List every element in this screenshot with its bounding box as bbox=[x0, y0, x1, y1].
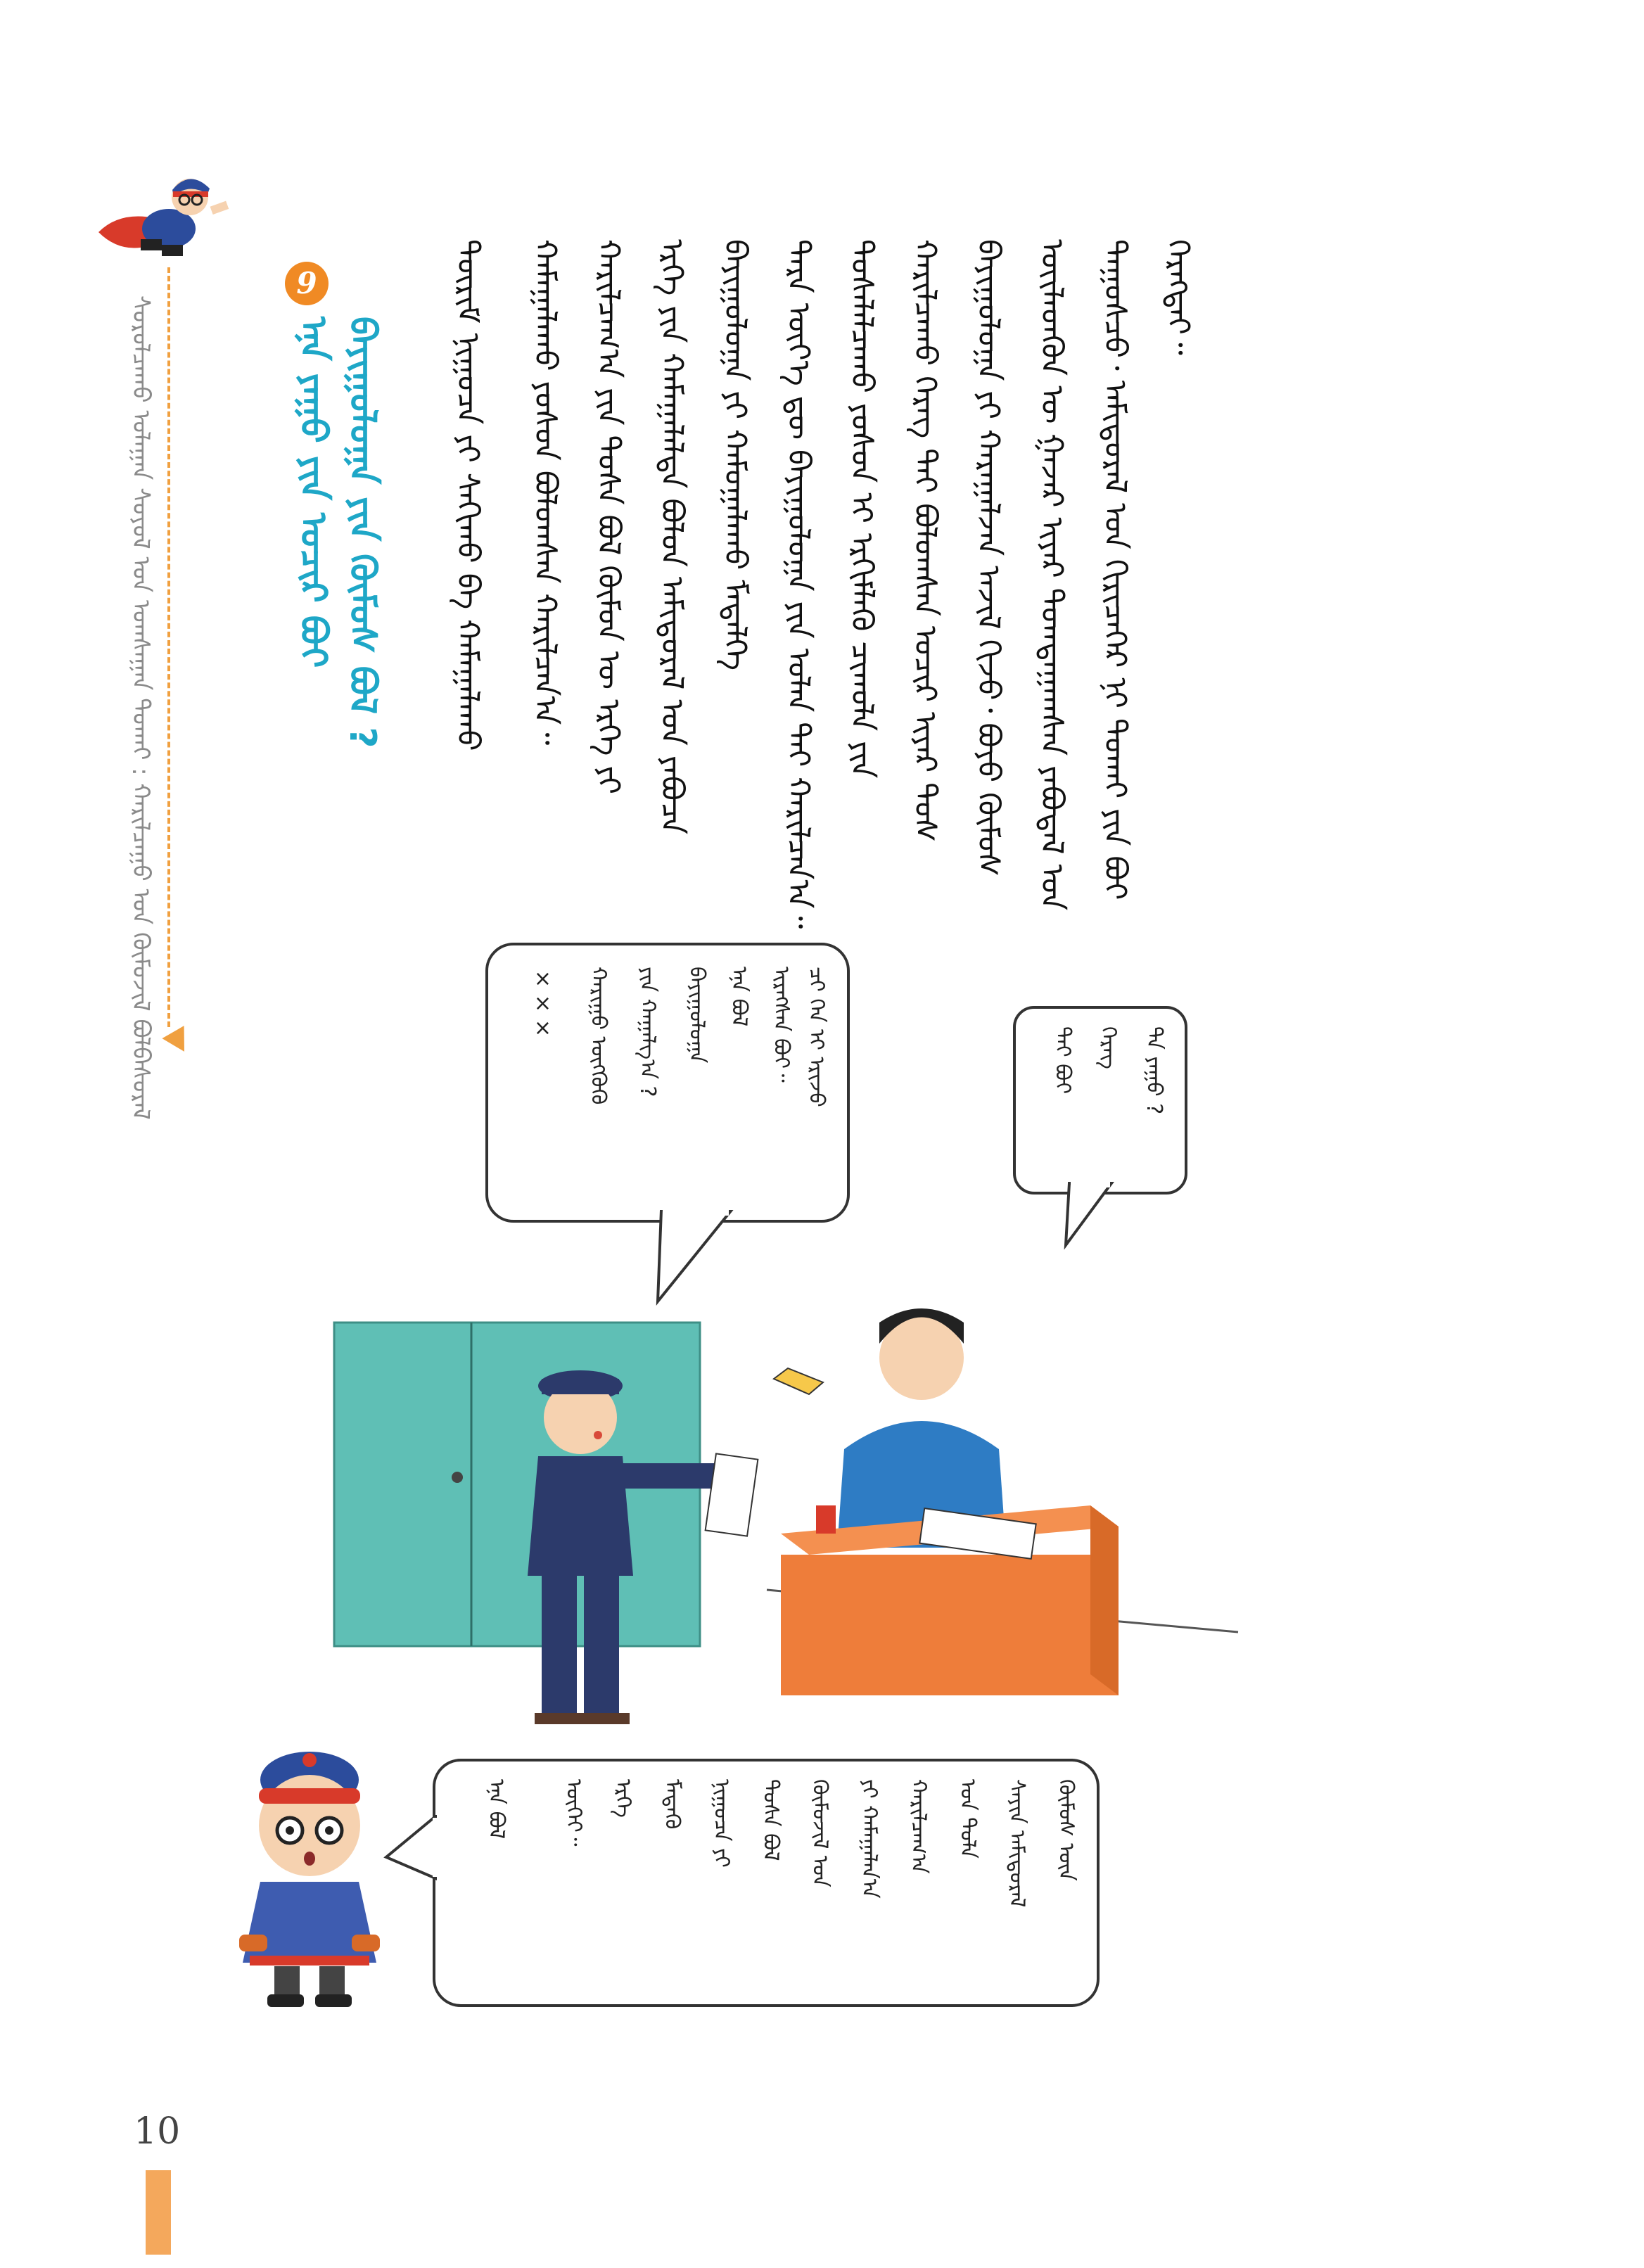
question-number-badge: 9 bbox=[285, 262, 329, 305]
clerk-bubble-tail bbox=[1055, 1182, 1140, 1259]
bubble-text: ᠲᠠ ᠶᠠᠭᠤ ? bbox=[1142, 1026, 1166, 1115]
bubble-text: ᠬᠦᠮᠦᠰ ᠦᠨ bbox=[1054, 1779, 1078, 1881]
header-divider bbox=[167, 267, 170, 1027]
bubble-text: ᠢᠷᠡᠭᠰᠡᠨ ᠪᠤᠢ᠃ bbox=[769, 967, 794, 1083]
bubble-text: ᠡᠨᠡ ᠪᠣᠯ bbox=[484, 1779, 509, 1840]
body-line: ᠳᠠᠭᠤᠰᠴᠤ᠂ ᠠᠮᠢᠳᠤᠷᠠᠯ ᠤᠨ ᠬᠢᠷᠢᠴᠡᠭᠡᠷ ᠨᠢ ᠲᠤᠬᠠᠢ ᠶᠢᠨ ᠪᠤᠢ bbox=[1097, 239, 1133, 900]
bubble-text: ᠲᠡᠢ ᠪᠣᠢ bbox=[1050, 1026, 1075, 1095]
bubble-text: ᠨᠢᠭᠤᠴᠠ ᠶᠢ bbox=[709, 1779, 734, 1868]
bubble-text: ᠰᠠᠶᠢᠨ ᠠᠮᠢᠳᠤᠷᠠᠯ bbox=[1005, 1779, 1029, 1908]
bubble-text: ᠴᠢ ᠬᠡᠨ ᠢ ᠡᠷᠢᠵᠦ bbox=[804, 967, 829, 1107]
boy-character-illustration bbox=[225, 1752, 394, 2012]
body-line: ᠡᠷᠬᠡ ᠶᠢᠨ ᠬᠠᠮᠠᠭᠠᠯᠠᠯᠲᠠ ᠪᠤᠯᠤᠨ ᠠᠮᠢᠳᠤᠷᠠᠯ ᠤᠨ ᠶᠠᠪᠤᠴᠠ bbox=[654, 239, 690, 835]
body-line: ᠲᠡᠷᠡ ᠦᠶ᠎ᠡ ᠳᠦ ᠪᠠᠶᠢᠭᠤᠯᠤᠭᠠ ᠶᠢᠨ ᠣᠯᠠᠨ ᠲᠡᠢ ᠬᠠᠷᠢᠯᠴᠠᠨ᠎ᠠ᠃ bbox=[780, 239, 817, 929]
page-accent-bar bbox=[146, 2170, 171, 2255]
bubble-text: ᠬᠡᠷᠡᠭ bbox=[1096, 1026, 1121, 1069]
guard-speech-bubble bbox=[485, 943, 850, 1223]
bubble-text: ᠦᠭᠡᠢ᠃ bbox=[561, 1779, 586, 1847]
body-line: ᠬᠠᠷᠢᠯᠴᠠᠭ᠎ᠠ ᠶᠢᠨ ᠲᠤᠰᠠ ᠪᠣᠯ ᠬᠦᠮᠦᠨ ᠦ ᠡᠷᠬᠡ ᠶᠢ bbox=[590, 239, 627, 795]
flying-boy-illustration bbox=[91, 155, 232, 274]
bubble-text: ᠬᠠᠷᠢᠯᠴᠠᠭ᠎ᠠ bbox=[906, 1779, 931, 1874]
bubble-text: ᠮᠡᠳᠡᠬᠦ bbox=[660, 1779, 684, 1830]
bubble-text: ᠬᠠᠷᠢᠭᠤ ᠦᠭᠭᠦᠬᠦ bbox=[586, 967, 611, 1105]
clerk-speech-bubble bbox=[1013, 1006, 1187, 1194]
running-header: ᠰᠤᠷᠤᠯᠴᠠᠬᠤ ᠤᠯᠠᠭᠠᠨ ᠰᠤᠶᠤᠯ ᠤᠨ ᠤᠭᠰᠠᠭᠠᠨ ᠲᠤᠬᠠᠶ : ᠬᠠᠷᠢᠯᠴᠠᠭᠤ ᠤᠨ ᠬᠦᠮᠦᠵᠢᠯ ᠪᠣᠯᠪᠠᠰᠤᠷᠠᠯ bbox=[127, 295, 155, 1120]
bubble-text: ᠡᠨᠡ ᠪᠣᠯ bbox=[727, 967, 751, 1027]
page-number: 10 bbox=[134, 2110, 181, 2153]
bubble-text: ××× bbox=[530, 967, 555, 1040]
bubble-text: ᠡᠷᠬᠡ bbox=[611, 1779, 635, 1818]
bubble-text: ᠲᠤᠰᠠ ᠪᠣᠯ bbox=[758, 1779, 783, 1861]
body-line: ᠳᠦᠷᠢᠮ ᠨᠢᠭᠤᠴᠠ ᠶᠢ ᠰᠠᠬᠢᠬᠤ ᠪᠠ ᠬᠠᠮᠠᠭᠠᠯᠠᠬᠤ bbox=[450, 239, 486, 751]
body-line: ᠲᠤᠰᠠᠯᠠᠯᠴᠠᠬᠤ ᠶᠤᠰᠤᠨ ᠢ ᠡᠷᠬᠢᠮᠯᠡᠬᠦ ᠴᠢᠬᠤᠯᠠ ᠶᠢᠨ bbox=[843, 239, 880, 779]
body-line: ᠬᠠᠮᠠᠭᠠᠯᠠᠬᠤ ᠶᠤᠰᠤᠨ ᠪᠣᠯᠤᠭᠰᠠᠨ ᠬᠠᠷᠢᠯᠴᠠᠨ᠎ᠠ᠃ bbox=[527, 239, 563, 746]
body-line: ᠦᠢᠯᠡᠳᠬᠦᠨ ᠦ ᠭᠠᠵᠠᠷ ᠢᠶᠠᠷ ᠲᠣᠭᠲᠠᠭᠠᠭᠰᠠᠨ ᠶᠠᠪᠤᠳᠠᠯ ᠤᠨ bbox=[1033, 239, 1070, 911]
question-line-1: ᠡᠨᠡ ᠶᠠᠭᠤ ᠶᠢᠨ ᠤᠴᠢᠷ ᠪᠤᠢ bbox=[292, 317, 334, 668]
bubble-text: ᠶᠢ ᠬᠠᠮᠠᠭᠠᠯᠠᠨ᠎ᠠ bbox=[857, 1779, 881, 1899]
bubble-text: ᠪᠠᠶᠢᠭᠤᠯᠤᠭᠠ bbox=[684, 967, 709, 1064]
bubble-text: ᠶᠢᠨ ᠬᠠᠭᠠᠯᠭ᠎ᠠ ? bbox=[635, 967, 660, 1097]
office-scene-illustration bbox=[302, 1294, 1252, 1773]
body-line: ᠪᠠᠶᠢᠭᠤᠯᠤᠭᠠ ᠶᠢ ᠬᠠᠷᠠᠭᠠᠯᠵᠠᠨ ᠠᠵᠢᠯ ᠬᠢᠵᠦ᠂ ᠪᠤᠶᠤ ᠬᠦᠮᠦᠰ bbox=[970, 239, 1007, 877]
body-line: ᠬᠠᠷᠢᠯᠴᠠᠬᠤ ᠬᠡᠷᠡᠭ ᠲᠡᠢ ᠪᠤᠯᠤᠭᠰᠠᠨ ᠤᠴᠢᠷ ᠢᠶᠠᠷ ᠲᠤᠰ bbox=[907, 239, 943, 843]
bubble-text: ᠤᠨ ᠲᠤᠯᠠ bbox=[955, 1779, 980, 1859]
body-line: ᠬᠡᠷᠡᠭᠲᠡᠢ᠃ bbox=[1160, 239, 1197, 355]
body-line: ᠪᠠᠶᠢᠭᠤᠯᠤᠭᠠ ᠶᠢ ᠬᠠᠮᠤᠭᠠᠯᠠᠬᠤ ᠮᠡᠳᠡᠯᠭᠡ bbox=[717, 239, 753, 671]
question-line-2: ᠪᠠᠶᠢᠭᠤᠯᠤᠭᠠ ᠶᠢᠨ ᠬᠦᠮᠦᠰ ᠪᠣᠯ ? bbox=[341, 317, 383, 748]
bubble-text: ᠬᠦᠮᠦᠵᠢᠯ ᠤᠨ bbox=[808, 1779, 832, 1887]
boy-speech-bubble bbox=[433, 1759, 1100, 2007]
header-arrow-icon bbox=[162, 1026, 195, 1058]
